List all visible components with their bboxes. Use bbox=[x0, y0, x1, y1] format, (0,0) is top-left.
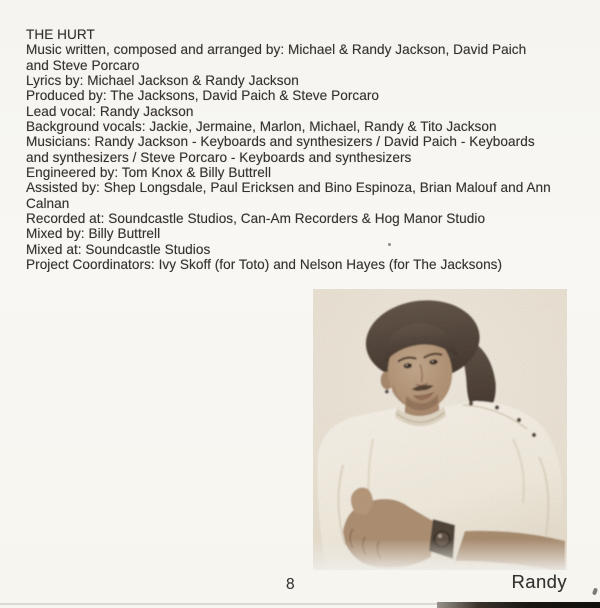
photo-caption: Randy bbox=[511, 571, 567, 592]
credit-line: Lyrics by: Michael Jackson & Randy Jackson bbox=[26, 73, 299, 89]
scan-bottom-line bbox=[0, 603, 437, 605]
credit-line: and synthesizers / Steve Porcaro - Keyboards and synthesizers bbox=[26, 149, 412, 165]
credit-line: Background vocals: Jackie, Jermaine, Marlon, Michael, Randy & Tito Jackson bbox=[26, 119, 497, 135]
credit-line: and Steve Porcaro bbox=[26, 57, 140, 73]
credit-line: Engineered by: Tom Knox & Billy Buttrell bbox=[26, 165, 272, 181]
credit-line: Mixed at: Soundcastle Studios bbox=[26, 241, 211, 257]
credit-line: Recorded at: Soundcastle Studios, Can-Am Recorders & Hog Manor Studio bbox=[26, 211, 486, 227]
credit-line: Assisted by: Shep Longsdale, Paul Ericksen and Bino Espinoza, Brian Malouf and Ann bbox=[26, 180, 551, 196]
credits-block bbox=[26, 27, 586, 273]
credit-line: Produced by: The Jacksons, David Paich & Steve Porcaro bbox=[26, 88, 380, 104]
credit-line: Project Coordinators: Ivy Skoff (for Toto) and Nelson Hayes (for The Jacksons) bbox=[26, 257, 503, 273]
credit-line: Calnan bbox=[26, 195, 70, 211]
scan-speck bbox=[388, 243, 391, 246]
page-number: 8 bbox=[286, 576, 295, 593]
credit-line: Music written, composed and arranged by: Michael & Randy Jackson, David Paich bbox=[26, 42, 527, 58]
randy-portrait-photo bbox=[313, 289, 567, 570]
randy-portrait-illustration bbox=[313, 289, 567, 570]
scan-edge-mark bbox=[592, 588, 598, 596]
credit-line: Mixed by: Billy Buttrell bbox=[26, 226, 161, 242]
credit-line: Lead vocal: Randy Jackson bbox=[26, 103, 194, 119]
song-title: THE HURT bbox=[26, 27, 95, 42]
scan-bottom-bar bbox=[437, 602, 600, 608]
credit-line: Musicians: Randy Jackson - Keyboards and synthesizers / David Paich - Keyboards bbox=[26, 134, 535, 150]
